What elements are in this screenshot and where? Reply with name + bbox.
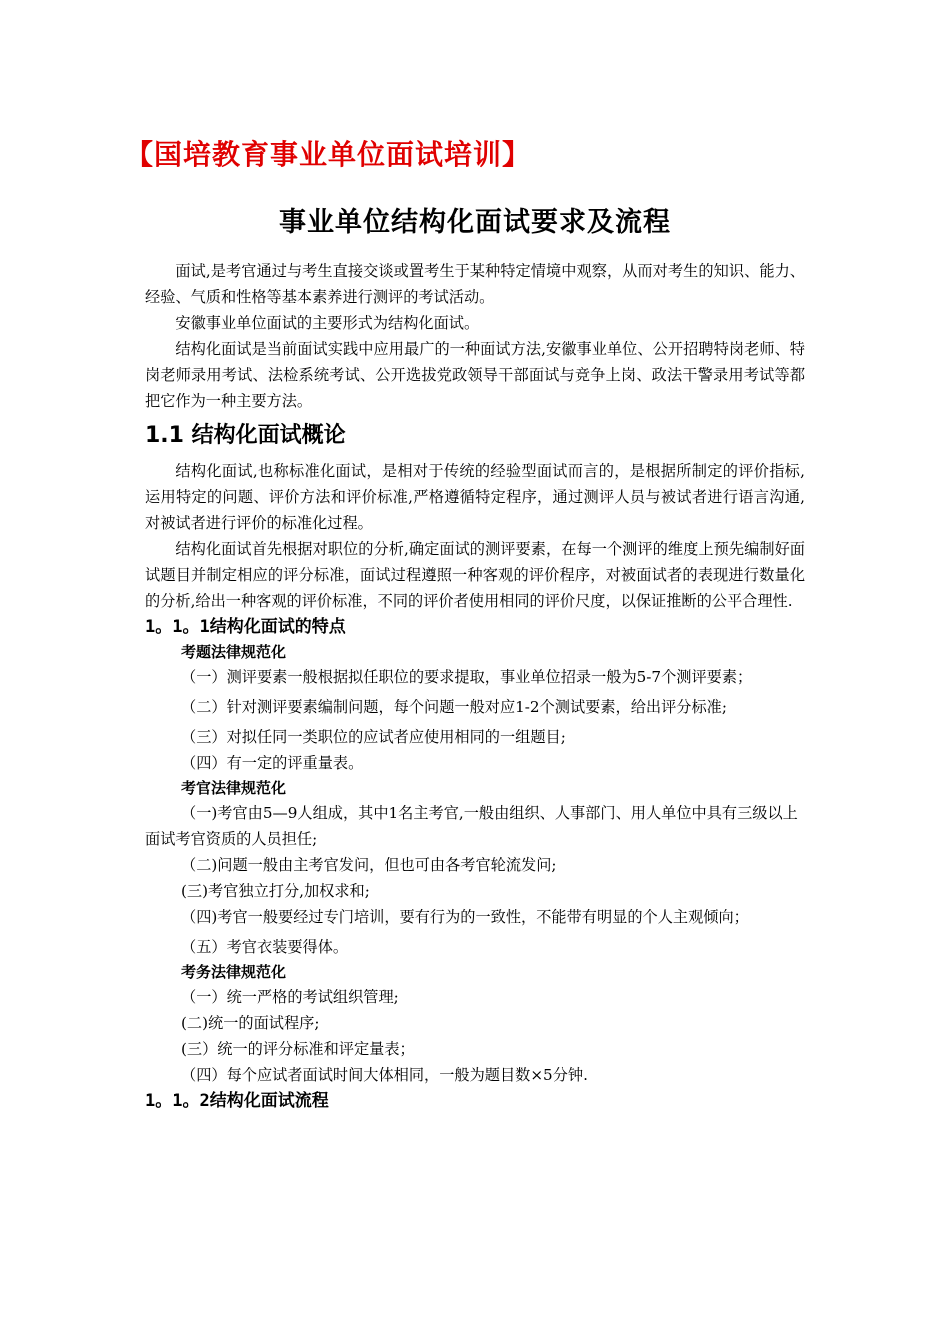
group-title: 考务法律规范化 [181, 963, 287, 981]
list-item: （一）测评要素一般根据拟任职位的要求提取，事业单位招录一般为5-7个测评要素； [181, 668, 753, 686]
list-item: （三）对拟任同一类职位的应试者应使用相同的一组题目; [181, 728, 566, 746]
list-item: （二）针对测评要素编制问题，每个问题一般对应1-2个测试要素，给出评分标准; [181, 698, 727, 716]
list-item: (二)统一的面试程序; [181, 1014, 320, 1032]
intro-paragraph: 安徽事业单位面试的主要形式为结构化面试。 [175, 314, 480, 332]
list-item: （一）统一严格的考试组织管理; [181, 988, 399, 1006]
document-title: 事业单位结构化面试要求及流程 [279, 207, 671, 238]
list-item: (三)考官独立打分,加权求和; [181, 882, 370, 900]
intro-paragraph: 结构化面试是当前面试实践中应用最广的一种面试方法,安徽事业单位、公开招聘特岗老师、特岗老师录用考试、法检系统考试、公开选拔党政领导干部面试与竞争上岗、政法干警录用考试等都把它作为一种主要方法。 [145, 340, 805, 410]
list-item: （四）每个应试者面试时间大体相同，一般为题目数×5分钟. [181, 1066, 588, 1084]
group-title: 考官法律规范化 [181, 779, 287, 797]
document-body [145, 258, 805, 1114]
list-item: （四）有一定的评重量表。 [181, 754, 364, 772]
section-heading-1-1: 1.1 结构化面试概论 [145, 423, 346, 448]
list-item: （一)考官由5—9人组成，其中1名主考官,一般由组织、人事部门、用人单位中具有三级以上面试考官资质的人员担任; [145, 804, 798, 848]
section-heading-1-1-1: 1。1。1结构化面试的特点 [145, 617, 346, 637]
section-heading-1-1-2: 1。1。2结构化面试流程 [145, 1091, 329, 1111]
list-item: （四)考官一般要经过专门培训，要有行为的一致性，不能带有明显的个人主观倾向； [181, 908, 749, 926]
section-paragraph: 结构化面试首先根据对职位的分析,确定面试的测评要素，在每一个测评的维度上预先编制好面试题目并制定相应的评分标准，面试过程遵照一种客观的评价程序，对被面试者的表现进行数量化的分析,给出一种客观的评价标准，不同的评价者使用相同的评价尺度，以保证推断的公平合理性. [145, 540, 805, 610]
section-paragraph: 结构化面试,也称标准化面试，是相对于传统的经验型面试而言的，是根据所制定的评价指标,运用特定的问题、评价方法和评价标准,严格遵循特定程序，通过测评人员与被试者进行语言沟通,对被试者进行评价的标准化过程。 [145, 462, 805, 532]
intro-paragraph: 面试,是考官通过与考生直接交谈或置考生于某种特定情境中观察，从而对考生的知识、能力、经验、气质和性格等基本素养进行测评的考试活动。 [145, 262, 805, 306]
group-title: 考题法律规范化 [181, 643, 287, 661]
list-item: (三）统一的评分标准和评定量表； [181, 1040, 415, 1058]
banner-title: 【国培教育事业单位面试培训】 [125, 138, 532, 171]
list-item: （二)问题一般由主考官发问，但也可由各考官轮流发问; [181, 856, 557, 874]
list-item: （五）考官衣装要得体。 [181, 938, 349, 956]
